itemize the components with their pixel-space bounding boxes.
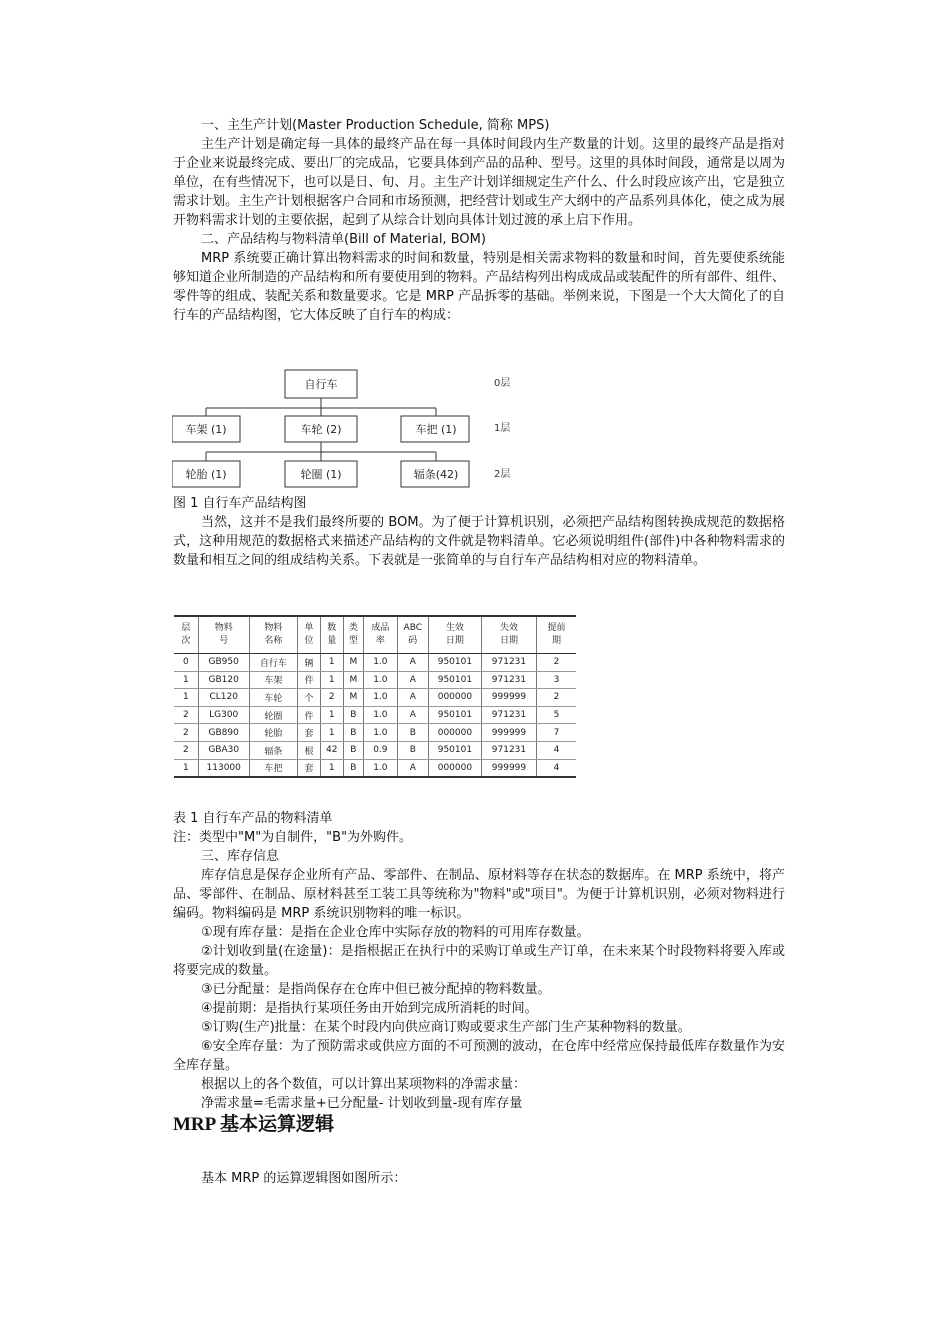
bom-cell: B (343, 724, 364, 742)
bom-cell: 4 (537, 759, 577, 777)
bom-cell: 车架 (249, 671, 298, 689)
bom-cell: 轮胎 (249, 724, 298, 742)
bike-structure-diagram (172, 366, 532, 494)
bom-table-header (174, 616, 576, 654)
bom-cell: 1.0 (364, 654, 398, 672)
bom-cell: 套 (298, 724, 321, 742)
bom-cell: 4 (537, 741, 577, 759)
bom-cell: B (397, 724, 428, 742)
node-handlebar-label: 车把 (1) (415, 423, 457, 436)
paragraph-mps: 主生产计划是确定每一具体的最终产品在每一具体时间段内生产数量的计划。这里的最终产品是指对于企业来说最终完成、要出厂的完成品，它要具体到产品的品种、型号。这里的具体时间段，通常是以周为单位，在有些情况下，也可以是日、旬、月。主生产计划详细规定生产什么、什么时段应该产出，它是独立需求计划。主生产计划根据客户合同和市场预测，把经营计划或生产大纲中的产品系列具体化，使之成为展开物料需求计划的主要依据，起到了从综合计划向具体计划过渡的承上启下作用。 (173, 137, 785, 228)
bom-cell: 件 (298, 706, 321, 724)
bom-table-row (174, 724, 576, 742)
bom-cell: 2 (174, 724, 198, 742)
bom-cell: 950101 (428, 671, 481, 689)
bom-cell: 套 (298, 759, 321, 777)
bom-cell: 辆 (298, 654, 321, 672)
section-mrp-logic (173, 1113, 785, 1137)
bom-table-body (174, 654, 576, 778)
bom-cell: A (397, 706, 428, 724)
bom-cell: B (343, 759, 364, 777)
bom-cell: B (397, 741, 428, 759)
bom-cell: B (343, 706, 364, 724)
bom-column-header: 成品 率 (364, 616, 398, 654)
bom-cell: 000000 (428, 724, 481, 742)
table-note: 注：类型中"M"为自制件，"B"为外购件。 (173, 830, 413, 845)
bom-cell: 1 (174, 671, 198, 689)
bom-cell: LG300 (198, 706, 249, 724)
paragraph-after-figure: 当然，这并不是我们最终所要的 BOM。为了便于计算机识别，必须把产品结构图转换成规范的数据格式，这种用规范的数据格式来描述产品结构的文件就是物料清单。它必须说明组件(部件)中各种物料需求的数量和相互之间的组成结构关系。下表就是一张简单的与自行车产品结构相对应的物料清单。 (173, 515, 785, 568)
inventory-item: ⑥安全库存量：为了预防需求或供应方面的不可预测的波动，在仓库中经常应保持最低库存数量作为安全库存量。 (173, 1039, 785, 1073)
bom-column-header: 层 次 (174, 616, 198, 654)
bom-cell: B (343, 741, 364, 759)
bom-cell: A (397, 689, 428, 707)
inventory-item: ③已分配量：是指尚保存在仓库中但已被分配掉的物料数量。 (201, 982, 551, 997)
bom-cell: 2 (174, 706, 198, 724)
section-inventory (173, 809, 785, 1113)
bom-cell: M (343, 689, 364, 707)
bom-cell: 轮圈 (249, 706, 298, 724)
formula-intro: 根据以上的各个数值，可以计算出某项物料的净需求量： (201, 1077, 527, 1092)
bom-table (174, 615, 576, 778)
bom-column-header: 物料 号 (198, 616, 249, 654)
section-mps (173, 116, 785, 325)
bom-cell: 1 (320, 654, 343, 672)
bom-cell: 辐条 (249, 741, 298, 759)
bom-cell: 7 (537, 724, 577, 742)
bom-cell: 971231 (481, 654, 536, 672)
bom-cell: 0 (174, 654, 198, 672)
bom-cell: 950101 (428, 706, 481, 724)
bom-cell: 1 (174, 759, 198, 777)
node-rim-label: 轮圈 (1) (300, 468, 342, 481)
bom-cell: 0.9 (364, 741, 398, 759)
bom-cell: 车轮 (249, 689, 298, 707)
bom-column-header: ABC 码 (397, 616, 428, 654)
bom-cell: 2 (320, 689, 343, 707)
bom-column-header: 提前 期 (537, 616, 577, 654)
bom-table-row (174, 741, 576, 759)
inventory-item: ②计划收到量(在途量)：是指根据正在执行中的采购订单或生产订单，在未来某个时段物料将要入库或将要完成的数量。 (173, 944, 785, 978)
bom-cell: 113000 (198, 759, 249, 777)
level-2-label: 2层 (494, 469, 511, 480)
bom-cell: 971231 (481, 741, 536, 759)
section-title-inventory: 三、库存信息 (201, 849, 280, 864)
bom-table-row (174, 671, 576, 689)
section-title-bom: 二、产品结构与物料清单(Bill of Material, BOM) (201, 232, 486, 247)
bom-column-header: 物料 名称 (249, 616, 298, 654)
bom-cell: 3 (537, 671, 577, 689)
bom-cell: 1.0 (364, 759, 398, 777)
paragraph-mrp-logic: 基本 MRP 的运算逻辑图如图所示： (201, 1171, 407, 1186)
bom-cell: 971231 (481, 671, 536, 689)
bom-cell: 000000 (428, 689, 481, 707)
paragraph-inventory: 库存信息是保存企业所有产品、零部件、在制品、原材料等存在状态的数据库。在 MRP 系统中，将产品、零部件、在制品、原材料甚至工装工具等统称为"物料"或"项目"。为便于计算机识别，必须对物料进行编码。物料编码是 MRP 系统识别物料的唯一标识。 (173, 868, 785, 921)
bom-cell: 999999 (481, 759, 536, 777)
bom-column-header: 失效 日期 (481, 616, 536, 654)
node-wheel-label: 车轮 (2) (300, 423, 342, 436)
bom-cell: M (343, 671, 364, 689)
bom-cell: A (397, 654, 428, 672)
bom-cell: 个 (298, 689, 321, 707)
bom-column-header: 生效 日期 (428, 616, 481, 654)
inventory-item: ①现有库存量：是指在企业仓库中实际存放的物料的可用库存数量。 (201, 925, 590, 940)
bom-cell: GB120 (198, 671, 249, 689)
bom-column-header: 类 型 (343, 616, 364, 654)
paragraph-bom: MRP 系统要正确计算出物料需求的时间和数量，特别是相关需求物料的数量和时间，首先要使系统能够知道企业所制造的产品结构和所有要使用到的物料。产品结构列出构成成品或装配件的所有部件、组件、零件等的组成、装配关系和数量要求。它是 MRP 产品拆零的基础。举例来说，下图是一个大大简化了的自行车的产品结构图，它大体反映了自行车的构成： (173, 251, 785, 323)
bom-cell: GB890 (198, 724, 249, 742)
bom-table-row (174, 706, 576, 724)
bom-cell: M (343, 654, 364, 672)
inventory-item: ④提前期：是指执行某项任务由开始到完成所消耗的时间。 (201, 1001, 538, 1016)
bom-cell: 根 (298, 741, 321, 759)
bom-cell: 1.0 (364, 689, 398, 707)
bom-cell: 971231 (481, 706, 536, 724)
bom-cell: 1 (174, 689, 198, 707)
table-caption: 表 1 自行车产品的物料清单 (173, 811, 333, 826)
inventory-item: ⑤订购(生产)批量：在某个时段内向供应商订购或要求生产部门生产某种物料的数量。 (201, 1020, 691, 1035)
bom-cell: 件 (298, 671, 321, 689)
bom-cell: 2 (537, 654, 577, 672)
bom-cell: CL120 (198, 689, 249, 707)
figure-caption: 图 1 自行车产品结构图 (173, 496, 307, 511)
bom-cell: A (397, 759, 428, 777)
bom-cell: 1.0 (364, 724, 398, 742)
bom-cell: GBA30 (198, 741, 249, 759)
level-1-label: 1层 (494, 423, 511, 434)
bom-cell: 2 (174, 741, 198, 759)
bom-table-row (174, 759, 576, 777)
section-title-mps: 一、主生产计划(Master Production Schedule, 简称 MPS) (201, 118, 550, 133)
bom-table-row (174, 689, 576, 707)
bom-cell: 5 (537, 706, 577, 724)
bom-cell: A (397, 671, 428, 689)
bom-cell: 1 (320, 671, 343, 689)
bom-cell: 000000 (428, 759, 481, 777)
bom-column-header: 数 量 (320, 616, 343, 654)
node-tire-label: 轮胎 (1) (185, 468, 227, 481)
section-after-figure (173, 494, 785, 570)
section-mrp-logic-body (173, 1169, 785, 1188)
bom-cell: 1.0 (364, 706, 398, 724)
bom-cell: 2 (537, 689, 577, 707)
level-0-label: 0层 (494, 378, 511, 389)
bom-column-header: 单 位 (298, 616, 321, 654)
bom-cell: 车把 (249, 759, 298, 777)
bom-cell: 自行车 (249, 654, 298, 672)
bom-cell: 1 (320, 706, 343, 724)
bom-cell: 999999 (481, 724, 536, 742)
heading-mrp-logic: MRP 基本运算逻辑 (173, 1114, 334, 1135)
bom-cell: 42 (320, 741, 343, 759)
bom-cell: 950101 (428, 654, 481, 672)
node-spoke-label: 辐条(42) (413, 468, 459, 481)
bom-cell: 1 (320, 724, 343, 742)
bom-cell: GB950 (198, 654, 249, 672)
bom-cell: 1 (320, 759, 343, 777)
bom-table-row (174, 654, 576, 672)
bom-cell: 999999 (481, 689, 536, 707)
node-frame-label: 车架 (1) (185, 423, 227, 436)
node-root-label: 自行车 (304, 378, 338, 391)
net-requirement-formula: 净需求量=毛需求量+已分配量- 计划收到量-现有库存量 (201, 1096, 523, 1111)
bom-cell: 1.0 (364, 671, 398, 689)
bom-cell: 950101 (428, 741, 481, 759)
